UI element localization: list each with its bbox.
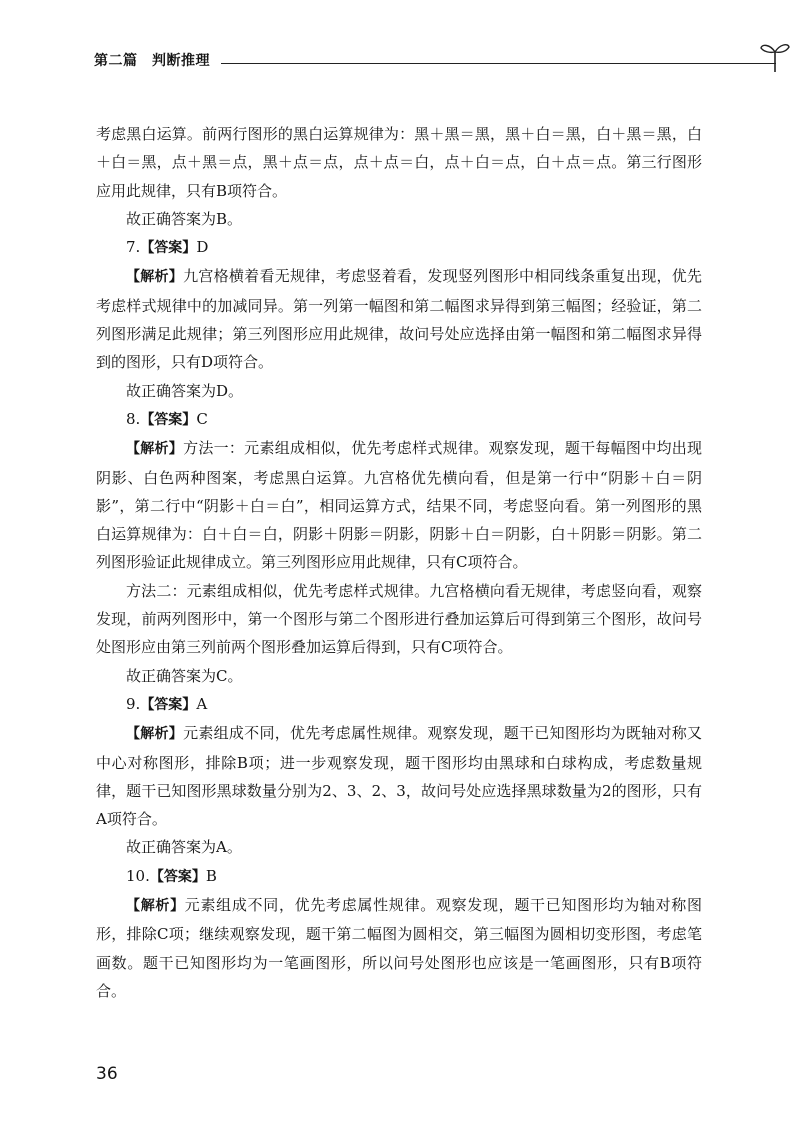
q8-conclusion: 故正确答案为C。: [126, 666, 243, 685]
q8-number: 8.: [126, 409, 141, 428]
q9-analysis-tag: 【解析】: [126, 726, 184, 743]
q7-analysis: [96, 262, 702, 376]
q10-analysis-text: 元素组成不同，优先考虑属性规律。观察发现，题干已知图形均为轴对称图形，排除C项；继续观察发现，题干第二幅图为圆相交，第三幅图为圆相切变形图，考虑笔画数。题干已知图形均为一笔画图形，所以问号处图形也应该是一笔画图形，只有B项符合。: [96, 896, 702, 1000]
q10-analysis-tag: 【解析】: [126, 898, 185, 915]
section-title: 第二篇 判断推理: [94, 53, 210, 69]
intro-conclusion: 故正确答案为B。: [126, 209, 243, 228]
q8-method2: 方法二：元素组成相似，优先考虑样式规律。九宫格横向看无规律，考虑竖向看，观察发现，前两列图形中，第一个图形与第二个图形进行叠加运算后可得到第三个图形，故问号处图形应由第三列前两个图形叠加运算后得到，只有C项符合。: [96, 581, 702, 657]
q9-answer: A: [196, 694, 208, 713]
q9-conclusion: 故正确答案为A。: [126, 838, 242, 857]
q10-analysis: [96, 891, 702, 1005]
page-header: [94, 44, 694, 74]
q7-analysis-text: 九宫格横着看无规律，考虑竖着看，发现竖列图形中相同线条重复出现，优先考虑样式规律中的加减同异。第一列第一幅图和第二幅图求异得到第三幅图；经验证，第二列图形满足此规律；第三列图形应用此规律，故问号处应选择由第一幅图和第二幅图求异得到的图形，只有D项符合。: [96, 267, 703, 372]
q9-answer-line: [96, 690, 702, 719]
q9-answer-tag: 【答案】: [140, 696, 197, 713]
q9-analysis: [96, 719, 702, 833]
q10-number: 10.: [126, 866, 150, 885]
q8-answer-line: [96, 405, 702, 434]
intro-paragraph: 考虑黑白运算。前两行图形的黑白运算规律为：黑＋黑＝黑，黑＋白＝黑，白＋黑＝黑，白＋白＝黑，点＋黑＝点，黑＋点＝点，点＋点＝白，点＋白＝点，白＋点＝点。第三行图形应用此规律，只有B项符合。: [96, 125, 702, 200]
page-content: [96, 120, 702, 1005]
q10-answer-line: [96, 862, 702, 891]
q7-conclusion: 故正确答案为D。: [126, 381, 244, 400]
page-number: 36: [96, 1064, 118, 1084]
q7-answer-tag: 【答案】: [140, 240, 197, 257]
q10-answer-tag: 【答案】: [149, 868, 206, 885]
q8-method1-text: 方法一：元素组成相似，优先考虑样式规律。观察发现，题干每幅图中均出现阴影、白色两种图案，考虑黑白运算。九宫格优先横向看，但是第一行中“阴影＋白＝阴影”，第二行中“阴影＋白＝白”，相同运算方式，结果不同，考虑竖向看。第一列图形的黑白运算规律为：白＋白＝白，阴影＋阴影＝阴影，阴影＋白＝阴影，白＋阴影＝阴影。第二列图形验证此规律成立。第三列图形应用此规律，只有C项符合。: [96, 439, 703, 572]
sprout-icon: [758, 34, 792, 74]
q9-analysis-text: 元素组成不同，优先考虑属性规律。观察发现，题干已知图形均为既轴对称又中心对称图形，排除B项；进一步观察发现，题干图形均由黑球和白球构成，考虑数量规律，题干已知图形黑球数量分别为2、3、2、3，故问号处应选择黑球数量为2的图形，只有A项符合。: [96, 724, 703, 829]
q10-answer: B: [205, 866, 217, 885]
q7-number: 7.: [126, 238, 141, 257]
q8-answer-tag: 【答案】: [140, 411, 197, 428]
q7-answer-line: [96, 233, 702, 262]
q8-analysis-tag: 【解析】: [126, 441, 184, 458]
q7-analysis-tag: 【解析】: [126, 269, 184, 286]
q7-answer: D: [196, 238, 209, 257]
header-rule: [221, 63, 776, 64]
q8-analysis: [96, 434, 702, 576]
q8-answer: C: [196, 409, 208, 428]
q9-number: 9.: [126, 694, 141, 713]
